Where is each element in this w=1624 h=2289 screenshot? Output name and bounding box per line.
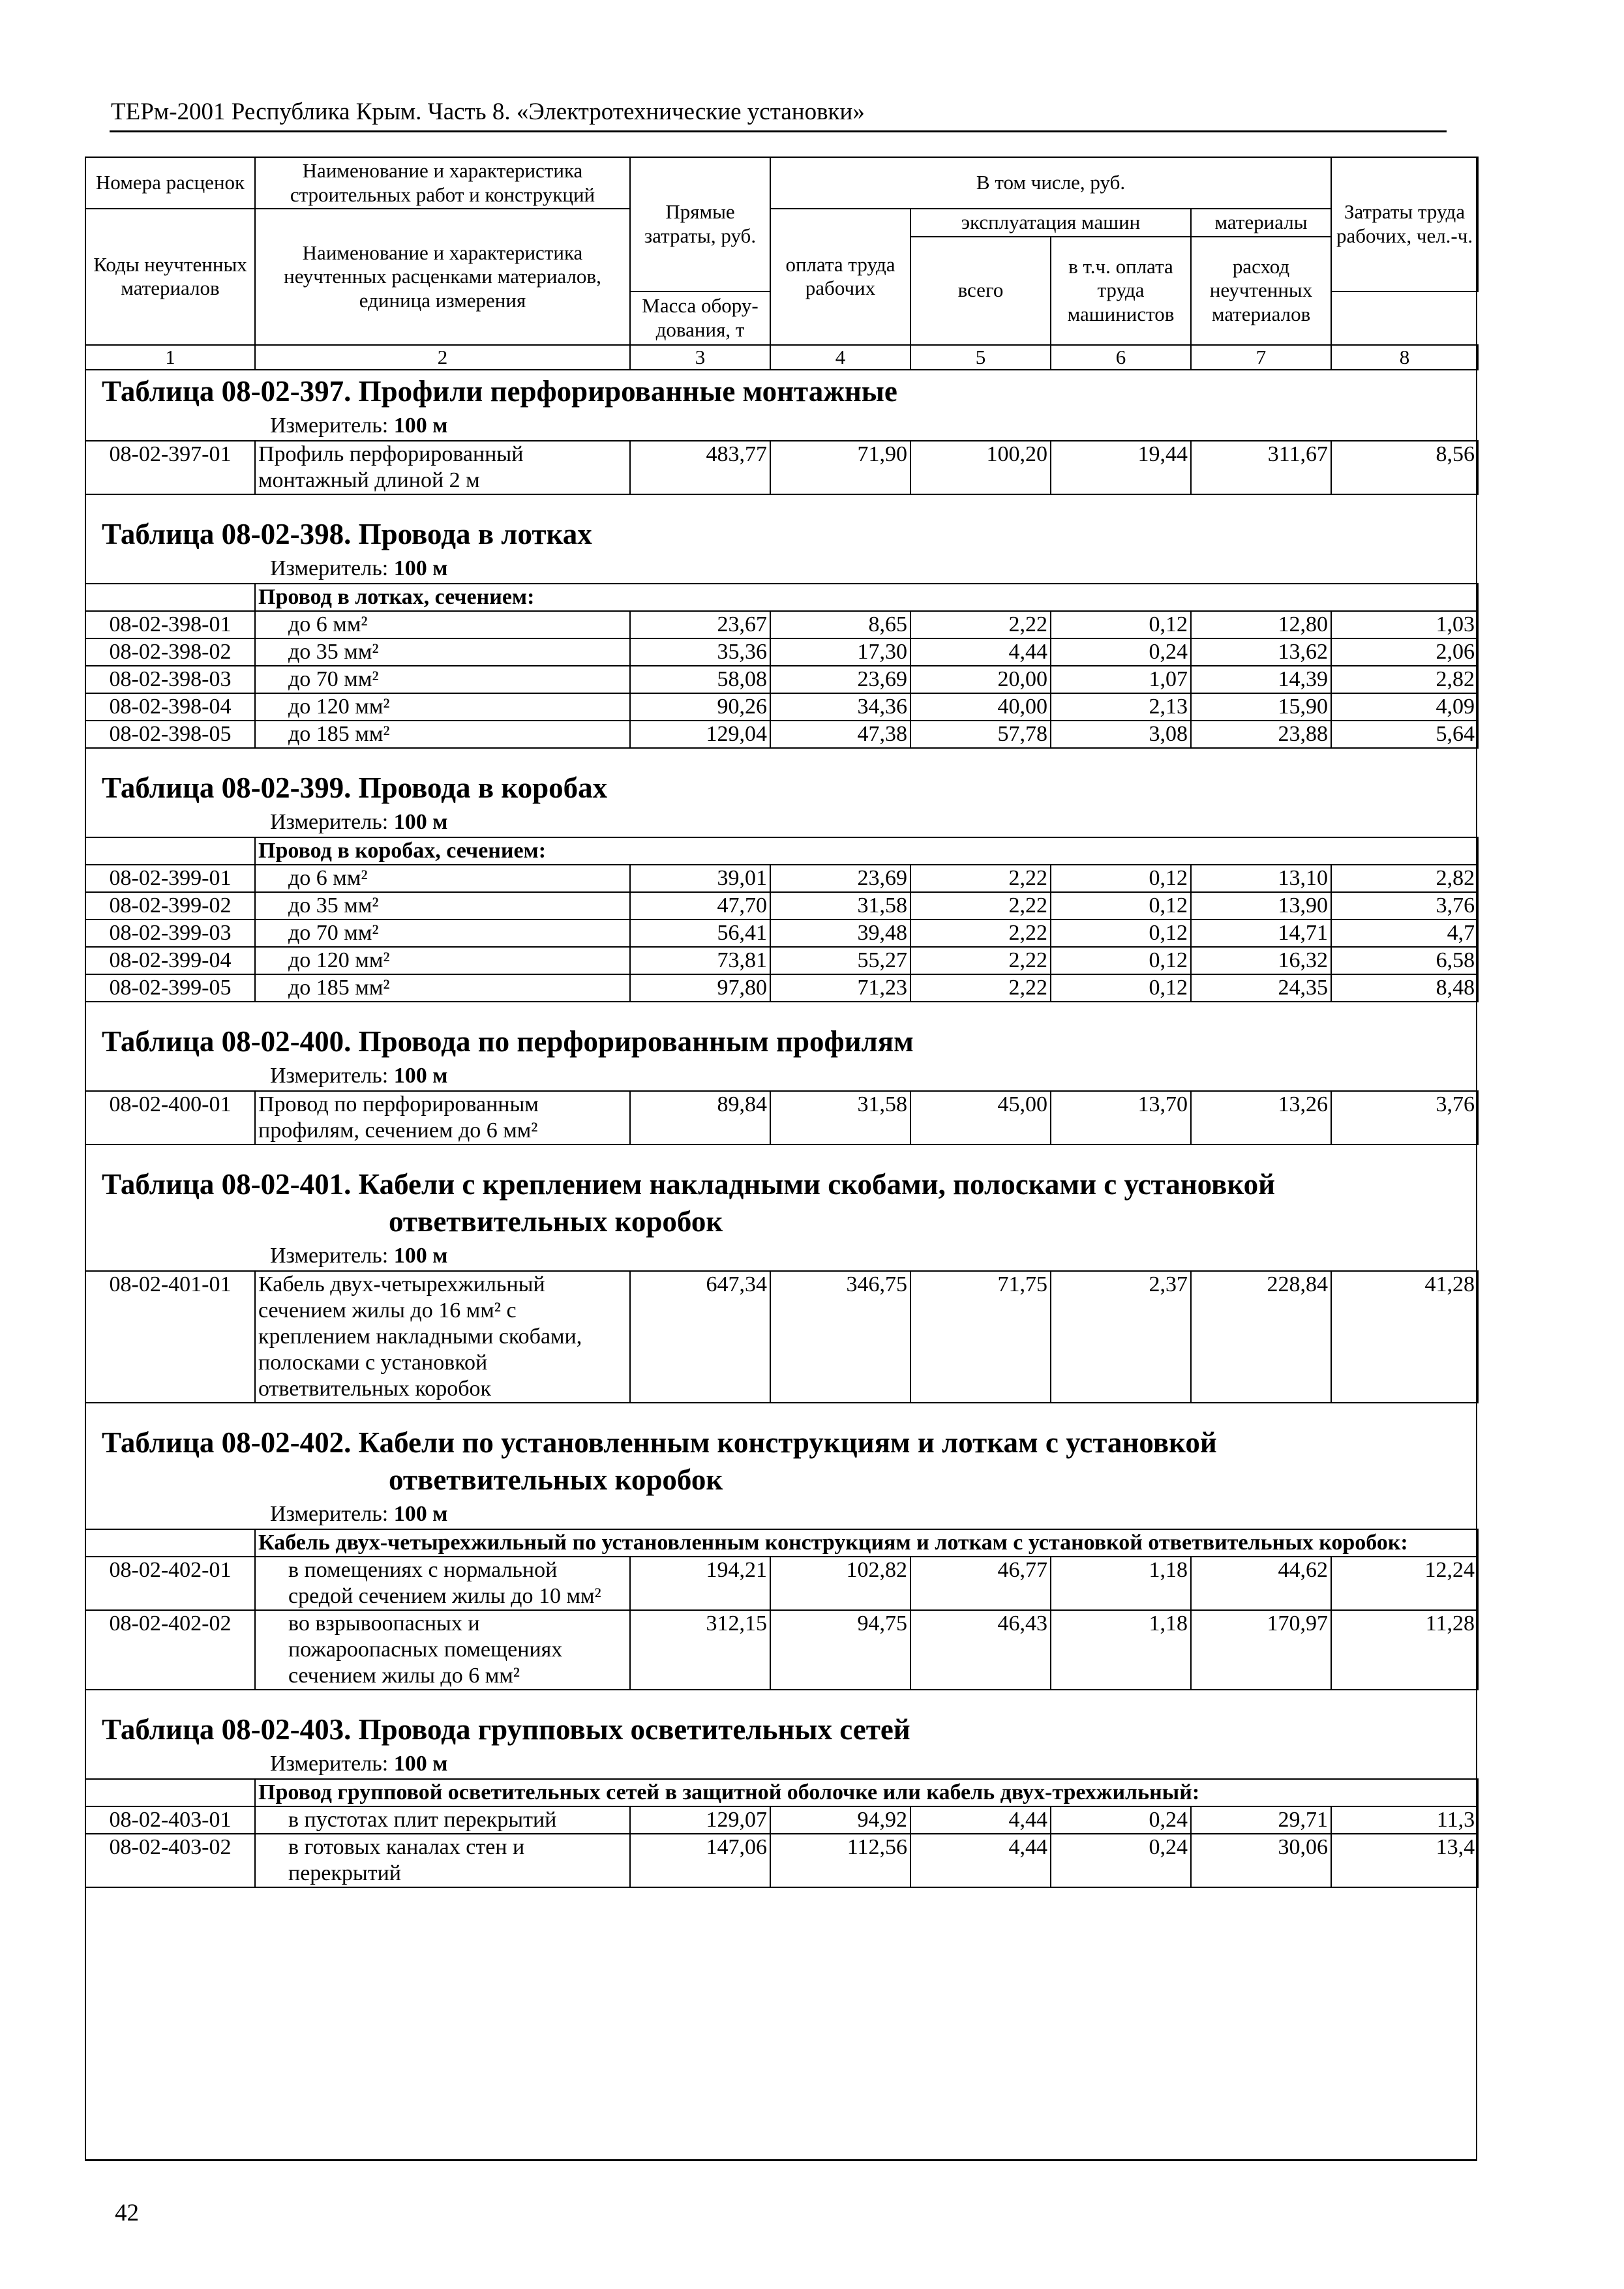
labor-hours: 12,24: [1331, 1557, 1478, 1610]
group-code-cell: [85, 584, 255, 611]
machines-total: 45,00: [910, 1091, 1051, 1144]
header-direct-costs: Прямые затраты, руб.: [630, 157, 770, 292]
direct-costs: 89,84: [630, 1091, 770, 1144]
group-code-cell: [85, 837, 255, 865]
measure-value: 100 м: [393, 413, 448, 438]
materials-cost: 13,10: [1191, 865, 1331, 892]
worker-pay: 112,56: [770, 1834, 910, 1887]
machinists-pay: 2,13: [1051, 693, 1191, 721]
header-labor-hours: Затраты труда рабочих, чел.-ч.: [1331, 157, 1478, 292]
header-num: 1: [85, 345, 255, 370]
rate-code: 08-02-398-05: [85, 721, 255, 748]
worker-pay: 39,48: [770, 920, 910, 947]
worker-pay: 102,82: [770, 1557, 910, 1610]
labor-hours: 3,76: [1331, 892, 1478, 920]
machinists-pay: 0,24: [1051, 1806, 1191, 1834]
header-equipment-mass: Масса обору-дования, т: [630, 292, 770, 345]
table-row: [85, 1271, 1478, 1403]
rate-code: 08-02-403-02: [85, 1834, 255, 1887]
materials-cost: 13,90: [1191, 892, 1331, 920]
measure-value: 100 м: [393, 1064, 448, 1088]
machines-total: 2,22: [910, 947, 1051, 974]
machinists-pay: 0,12: [1051, 947, 1191, 974]
direct-costs: 73,81: [630, 947, 770, 974]
rate-name: во взрывоопасных и пожароопасных помещениях сечением жилы до 6 мм²: [255, 1610, 630, 1690]
measure-value: 100 м: [393, 1244, 448, 1268]
table-group-row: [85, 1779, 1478, 1806]
section-title: [85, 1166, 1477, 1240]
measure-unit: [85, 1063, 1477, 1089]
table-section: [85, 1166, 1477, 1403]
materials-cost: 30,06: [1191, 1834, 1331, 1887]
materials-cost: 44,62: [1191, 1557, 1331, 1610]
materials-cost: 14,71: [1191, 920, 1331, 947]
group-code-cell: [85, 1529, 255, 1557]
materials-cost: 23,88: [1191, 721, 1331, 748]
labor-hours: 4,09: [1331, 693, 1478, 721]
header-rule: [110, 130, 1447, 132]
machines-total: 2,22: [910, 892, 1051, 920]
labor-hours: 5,64: [1331, 721, 1478, 748]
rates-table: [85, 1778, 1479, 1888]
rate-code: 08-02-401-01: [85, 1271, 255, 1403]
direct-costs: 129,04: [630, 721, 770, 748]
table-row: [85, 611, 1478, 638]
measure-label: Измеритель:: [270, 556, 389, 580]
machines-total: 46,43: [910, 1610, 1051, 1690]
measure-label: Измеритель:: [270, 1502, 389, 1526]
header-num: 2: [255, 345, 630, 370]
machines-total: 2,22: [910, 920, 1051, 947]
worker-pay: 71,23: [770, 974, 910, 1002]
measure-value: 100 м: [393, 1502, 448, 1526]
group-code-cell: [85, 1779, 255, 1806]
labor-hours: 2,82: [1331, 666, 1478, 693]
labor-hours: 2,82: [1331, 865, 1478, 892]
rate-code: 08-02-398-03: [85, 666, 255, 693]
labor-hours: 11,28: [1331, 1610, 1478, 1690]
direct-costs: 23,67: [630, 611, 770, 638]
group-heading: Кабель двух-четырехжильный по установленным конструкциям и лоткам с установкой ответвительных коробок:: [255, 1529, 1478, 1557]
measure-unit: [85, 1751, 1477, 1777]
table-group-row: [85, 1529, 1478, 1557]
rate-name: до 6 мм²: [255, 865, 630, 892]
measure-unit: [85, 413, 1477, 439]
machines-total: 4,44: [910, 1806, 1051, 1834]
direct-costs: 35,36: [630, 638, 770, 666]
machines-total: 40,00: [910, 693, 1051, 721]
materials-cost: 228,84: [1191, 1271, 1331, 1403]
rate-code: 08-02-399-01: [85, 865, 255, 892]
labor-hours: 13,4: [1331, 1834, 1478, 1887]
worker-pay: 34,36: [770, 693, 910, 721]
table-group-row: [85, 584, 1478, 611]
labor-hours: 8,56: [1331, 441, 1478, 494]
table-row: [85, 947, 1478, 974]
rate-code: 08-02-399-03: [85, 920, 255, 947]
table-section: [85, 770, 1477, 1002]
section-title-text: Таблица 08-02-403. Провода групповых осветительных сетей: [102, 1713, 910, 1746]
rates-table: [85, 1090, 1479, 1145]
section-title-text: Таблица 08-02-397. Профили перфорированные монтажные: [102, 375, 897, 408]
labor-hours: 2,06: [1331, 638, 1478, 666]
group-heading: Провод в коробах, сечением:: [255, 837, 1478, 865]
rate-name: Кабель двух-четырехжильный сечением жилы до 16 мм² с креплением накладными скобами, полосками с установкой ответвительных коробок: [255, 1271, 630, 1403]
rate-code: 08-02-402-02: [85, 1610, 255, 1690]
direct-costs: 90,26: [630, 693, 770, 721]
header-num: 3: [630, 345, 770, 370]
direct-costs: 47,70: [630, 892, 770, 920]
rate-name: до 6 мм²: [255, 611, 630, 638]
rate-name: до 120 мм²: [255, 947, 630, 974]
materials-cost: 15,90: [1191, 693, 1331, 721]
rate-name: Профиль перфорированный монтажный длиной 2 м: [255, 441, 630, 494]
materials-cost: 14,39: [1191, 666, 1331, 693]
materials-cost: 24,35: [1191, 974, 1331, 1002]
header-including: В том числе, руб.: [770, 157, 1331, 209]
machinists-pay: 3,08: [1051, 721, 1191, 748]
labor-hours: 1,03: [1331, 611, 1478, 638]
rate-name: до 35 мм²: [255, 638, 630, 666]
rate-name: в помещениях с нормальной средой сечением жилы до 10 мм²: [255, 1557, 630, 1610]
table-row: [85, 441, 1478, 494]
machinists-pay: 1,18: [1051, 1610, 1191, 1690]
direct-costs: 483,77: [630, 441, 770, 494]
machinists-pay: 0,12: [1051, 974, 1191, 1002]
section-title-continuation: ответвительных коробок: [389, 1463, 723, 1496]
header-num: 8: [1331, 345, 1478, 370]
rates-table: [85, 1529, 1479, 1690]
table-row: [85, 1806, 1478, 1834]
table-row: [85, 693, 1478, 721]
rate-code: 08-02-398-01: [85, 611, 255, 638]
direct-costs: 129,07: [630, 1806, 770, 1834]
table-section: [85, 1424, 1477, 1690]
direct-costs: 56,41: [630, 920, 770, 947]
machinists-pay: 19,44: [1051, 441, 1191, 494]
worker-pay: 8,65: [770, 611, 910, 638]
table-section: [85, 1711, 1477, 1888]
rate-name: Провод по перфорированным профилям, сечением до 6 мм²: [255, 1091, 630, 1144]
materials-cost: 13,62: [1191, 638, 1331, 666]
direct-costs: 58,08: [630, 666, 770, 693]
worker-pay: 31,58: [770, 1091, 910, 1144]
rate-name: до 185 мм²: [255, 974, 630, 1002]
section-title-text: Таблица 08-02-401. Кабели с креплением накладными скобами, полосками с установкой: [102, 1168, 1276, 1201]
table-row: [85, 638, 1478, 666]
running-head: ТЕРм-2001 Республика Крым. Часть 8. «Электротехнические установки»: [111, 98, 865, 125]
table-row: [85, 974, 1478, 1002]
measure-value: 100 м: [393, 1752, 448, 1776]
table-row: [85, 892, 1478, 920]
rate-name: до 120 мм²: [255, 693, 630, 721]
labor-hours: 8,48: [1331, 974, 1478, 1002]
header-rate-numbers: Номера расценок: [85, 157, 255, 209]
table-row: [85, 1610, 1478, 1690]
header-machinists-pay: в т.ч. оплата труда машинистов: [1051, 237, 1191, 345]
table-row: [85, 666, 1478, 693]
measure-value: 100 м: [393, 556, 448, 580]
materials-cost: 29,71: [1191, 1806, 1331, 1834]
direct-costs: 312,15: [630, 1610, 770, 1690]
machinists-pay: 0,12: [1051, 920, 1191, 947]
labor-hours: 4,7: [1331, 920, 1478, 947]
worker-pay: 23,69: [770, 666, 910, 693]
machines-total: 20,00: [910, 666, 1051, 693]
section-title-continuation: ответвительных коробок: [389, 1205, 723, 1238]
materials-cost: 13,26: [1191, 1091, 1331, 1144]
measure-label: Измеритель:: [270, 1064, 389, 1088]
machinists-pay: 0,24: [1051, 1834, 1191, 1887]
machinists-pay: 1,18: [1051, 1557, 1191, 1610]
header-unaccounted-materials: расход неучтенных материалов: [1191, 237, 1331, 345]
header-machine-operation: эксплуатация машин: [910, 209, 1191, 237]
measure-label: Измеритель:: [270, 413, 389, 438]
section-title-text: Таблица 08-02-400. Провода по перфорированным профилям: [102, 1025, 914, 1058]
worker-pay: 17,30: [770, 638, 910, 666]
labor-hours: 41,28: [1331, 1271, 1478, 1403]
table-row: [85, 1091, 1478, 1144]
labor-hours: 6,58: [1331, 947, 1478, 974]
machinists-pay: 13,70: [1051, 1091, 1191, 1144]
worker-pay: 47,38: [770, 721, 910, 748]
header-num: 7: [1191, 345, 1331, 370]
machinists-pay: 0,12: [1051, 611, 1191, 638]
section-title: [85, 373, 1477, 410]
rate-name: до 70 мм²: [255, 920, 630, 947]
rate-name: в готовых каналах стен и перекрытий: [255, 1834, 630, 1887]
direct-costs: 147,06: [630, 1834, 770, 1887]
header-materials: материалы: [1191, 209, 1331, 237]
materials-cost: 12,80: [1191, 611, 1331, 638]
measure-unit: [85, 1243, 1477, 1269]
rate-code: 08-02-402-01: [85, 1557, 255, 1610]
header-num: 5: [910, 345, 1051, 370]
section-title: [85, 516, 1477, 553]
direct-costs: 97,80: [630, 974, 770, 1002]
measure-unit: [85, 1501, 1477, 1527]
section-title: [85, 1023, 1477, 1060]
rate-name: до 70 мм²: [255, 666, 630, 693]
group-heading: Провод в лотках, сечением:: [255, 584, 1478, 611]
rate-name: до 185 мм²: [255, 721, 630, 748]
direct-costs: 39,01: [630, 865, 770, 892]
column-header-table: [85, 157, 1479, 370]
materials-cost: 311,67: [1191, 441, 1331, 494]
page-number: 42: [115, 2200, 139, 2226]
rates-table: [85, 1270, 1479, 1403]
header-worker-pay: оплата труда рабочих: [770, 209, 910, 345]
table-row: [85, 1834, 1478, 1887]
header-num: 6: [1051, 345, 1191, 370]
worker-pay: 23,69: [770, 865, 910, 892]
machines-total: 2,22: [910, 611, 1051, 638]
header-num: 4: [770, 345, 910, 370]
machines-total: 71,75: [910, 1271, 1051, 1403]
labor-hours: 11,3: [1331, 1806, 1478, 1834]
rate-code: 08-02-398-02: [85, 638, 255, 666]
table-row: [85, 865, 1478, 892]
section-title: [85, 1424, 1477, 1499]
rate-code: 08-02-399-04: [85, 947, 255, 974]
measure-label: Измеритель:: [270, 1752, 389, 1776]
measure-unit: [85, 809, 1477, 835]
worker-pay: 94,92: [770, 1806, 910, 1834]
header-machines-total: всего: [910, 237, 1051, 345]
machines-total: 57,78: [910, 721, 1051, 748]
machinists-pay: 0,12: [1051, 892, 1191, 920]
rate-code: 08-02-398-04: [85, 693, 255, 721]
section-title: [85, 770, 1477, 807]
table-section: [85, 373, 1477, 495]
rate-code: 08-02-399-02: [85, 892, 255, 920]
labor-hours: 3,76: [1331, 1091, 1478, 1144]
header-codes: Коды неучтенных материалов: [85, 209, 255, 345]
materials-cost: 170,97: [1191, 1610, 1331, 1690]
table-section: [85, 516, 1477, 749]
worker-pay: 55,27: [770, 947, 910, 974]
header-work-name: Наименование и характеристика строительных работ и конструкций: [255, 157, 630, 209]
rate-code: 08-02-403-01: [85, 1806, 255, 1834]
direct-costs: 194,21: [630, 1557, 770, 1610]
rate-name: в пустотах плит перекрытий: [255, 1806, 630, 1834]
worker-pay: 71,90: [770, 441, 910, 494]
measure-label: Измеритель:: [270, 810, 389, 834]
rate-code: 08-02-399-05: [85, 974, 255, 1002]
worker-pay: 346,75: [770, 1271, 910, 1403]
machinists-pay: 1,07: [1051, 666, 1191, 693]
machines-total: 4,44: [910, 638, 1051, 666]
section-title-text: Таблица 08-02-398. Провода в лотках: [102, 518, 592, 550]
group-heading: Провод групповой осветительных сетей в защитной оболочке или кабель двух-трехжильный:: [255, 1779, 1478, 1806]
table-row: [85, 920, 1478, 947]
section-title: [85, 1711, 1477, 1748]
materials-cost: 16,32: [1191, 947, 1331, 974]
rates-table: [85, 583, 1479, 749]
rate-code: 08-02-400-01: [85, 1091, 255, 1144]
rates-table: [85, 837, 1479, 1002]
direct-costs: 647,34: [630, 1271, 770, 1403]
content: [85, 344, 1477, 1888]
machinists-pay: 0,24: [1051, 638, 1191, 666]
measure-unit: [85, 556, 1477, 582]
worker-pay: 31,58: [770, 892, 910, 920]
machines-total: 2,22: [910, 974, 1051, 1002]
worker-pay: 94,75: [770, 1610, 910, 1690]
section-title-text: Таблица 08-02-402. Кабели по установленным конструкциям и лоткам с установкой: [102, 1426, 1217, 1459]
table-row: [85, 1557, 1478, 1610]
section-title-text: Таблица 08-02-399. Провода в коробах: [102, 771, 608, 804]
rate-name: до 35 мм²: [255, 892, 630, 920]
measure-value: 100 м: [393, 810, 448, 834]
machines-total: 2,22: [910, 865, 1051, 892]
machines-total: 100,20: [910, 441, 1051, 494]
header-material-name: Наименование и характеристика неучтенных расценками материалов, единица измерения: [255, 209, 630, 345]
machinists-pay: 0,12: [1051, 865, 1191, 892]
machines-total: 4,44: [910, 1834, 1051, 1887]
rates-table: [85, 440, 1479, 495]
table-row: [85, 721, 1478, 748]
measure-label: Измеритель:: [270, 1244, 389, 1268]
table-group-row: [85, 837, 1478, 865]
machines-total: 46,77: [910, 1557, 1051, 1610]
rate-code: 08-02-397-01: [85, 441, 255, 494]
machinists-pay: 2,37: [1051, 1271, 1191, 1403]
table-section: [85, 1023, 1477, 1145]
